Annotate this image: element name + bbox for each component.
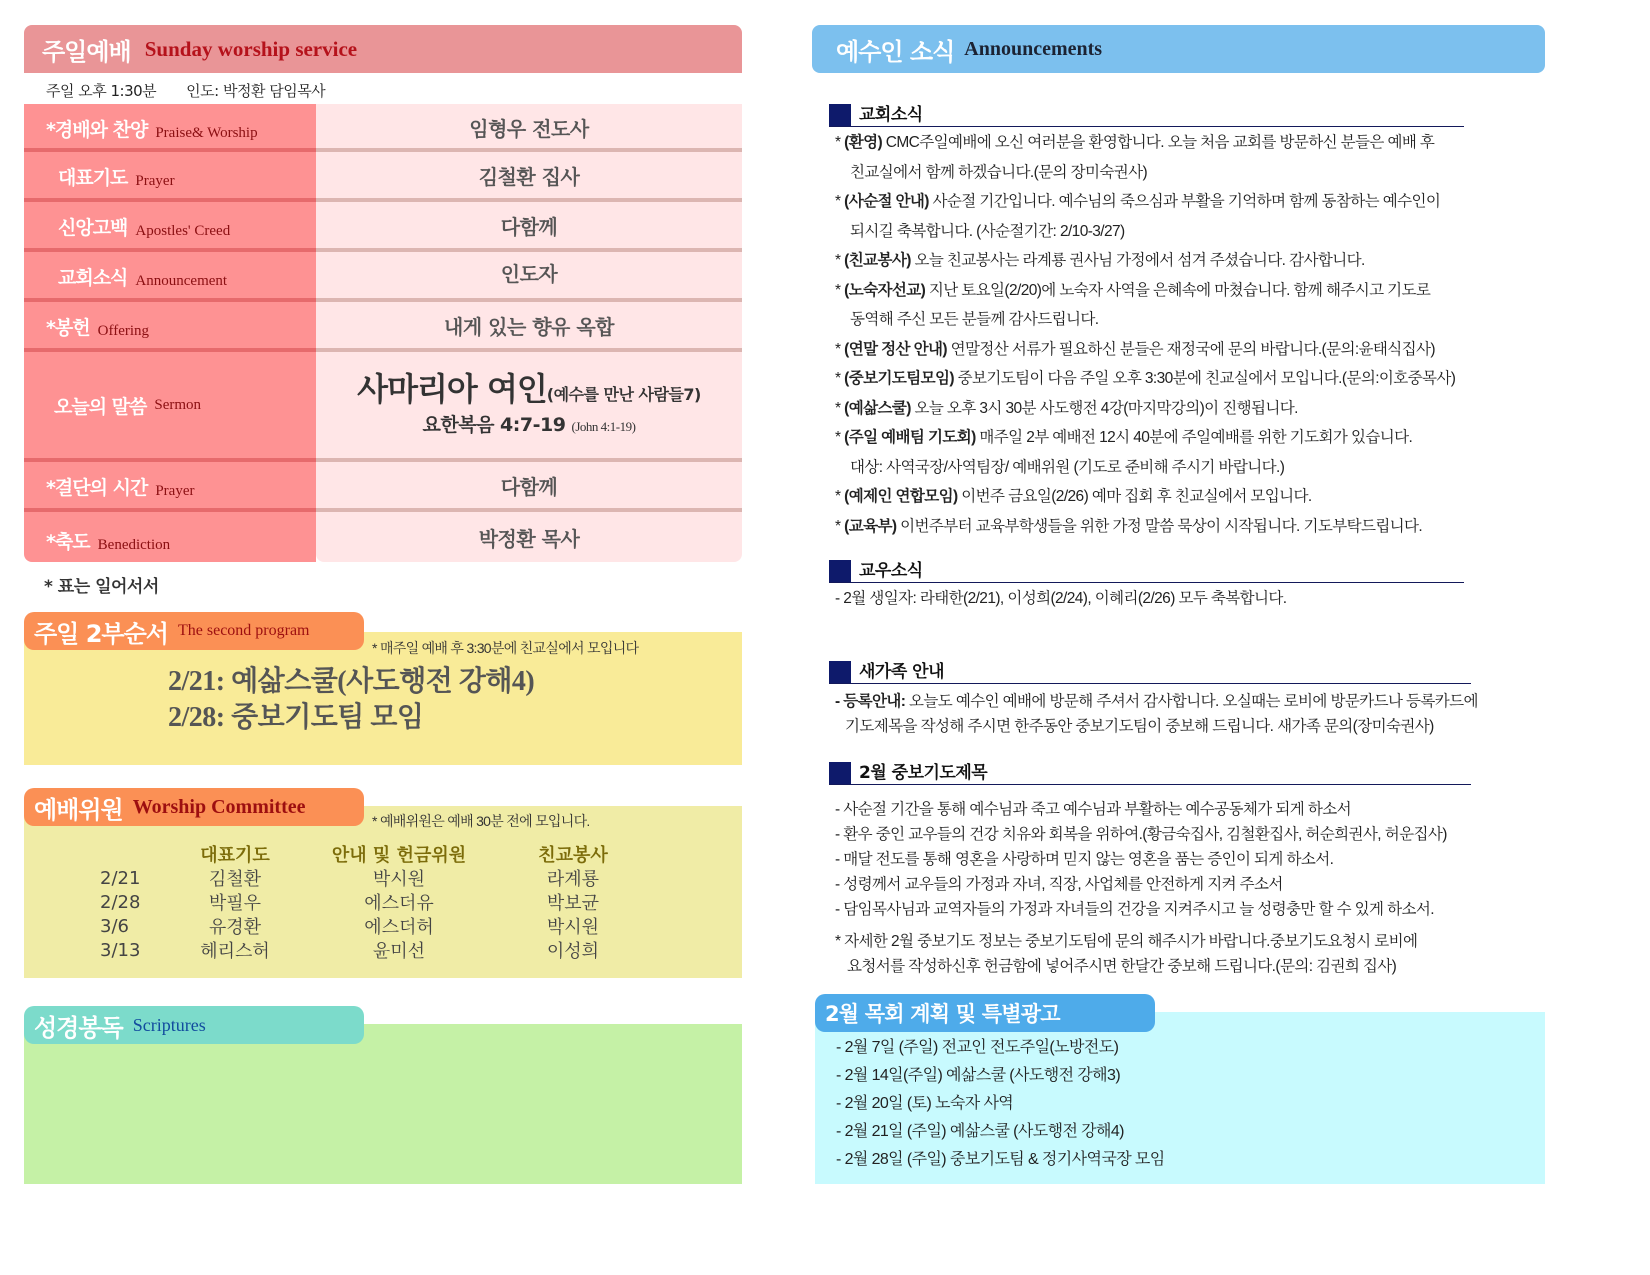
newcomer-heading: 새가족 안내 xyxy=(829,660,1471,684)
order-value: 김철환 집사 xyxy=(478,164,580,189)
order-row-decision xyxy=(24,462,742,508)
col-header-usher: 안내 및 헌금위원 xyxy=(331,845,467,866)
announcements-header xyxy=(812,25,1545,73)
section-marker-icon xyxy=(829,560,851,582)
plan-item: - 2월 7일 (주일) 전교인 전도주일(노방전도) xyxy=(836,1039,1119,1056)
scripture-box xyxy=(24,1024,742,1184)
scripture-title-en: Scriptures xyxy=(132,1014,206,1035)
order-row-prayer xyxy=(24,152,742,198)
order-row-offering xyxy=(24,302,742,348)
announcements-title-en: Announcements xyxy=(964,37,1103,60)
plan-header xyxy=(815,994,1155,1032)
prayer-note: * 자세한 2월 중보기도 정보는 중보기도팀에 문의 해주시가 바랍니다.중보기도요청시 로비에 xyxy=(835,933,1418,950)
news-item-prayer-meeting: * (주일 예배팀 기도회) 매주일 2부 예배전 12시 40분에 주일예배를 위한 기도회가 있습니다. 대상: 사역국장/사역팀장/ 예배위원 (기도로 준비해 주시기 바랍니다.) xyxy=(835,429,1413,476)
plan-title: 2월 목회 계획 및 특별광고 xyxy=(825,1002,1060,1026)
stand-note: * 표는 일어서서 xyxy=(44,577,159,597)
col-header-prayer: 대표기도 xyxy=(200,845,270,866)
prayer-topics-heading: 2월 중보기도제목 xyxy=(829,761,1471,785)
news-item-welcome: * (환영) CMC주일예배에 오신 여러분을 환영합니다. 오늘 처음 교회를 방문하신 분들은 예배 후 친교실에서 함께 하겠습니다.(문의 장미숙권사) xyxy=(835,134,1435,181)
news-item-school: * (예삶스쿨) 오늘 오후 3시 30분 사도행전 4강(마지막강의)이 진행됩니다. xyxy=(835,399,1298,417)
announcements-title-ko: 예수인 소식 xyxy=(836,37,955,66)
order-label: *경배와 찬양 xyxy=(46,119,148,141)
committee-row: 2/21 김철환 박시원 라계룡 xyxy=(100,867,600,890)
order-row-announcement xyxy=(24,252,742,298)
order-row-benediction xyxy=(24,512,742,562)
order-label: *축도 xyxy=(46,531,90,553)
worship-time: 주일 오후 1:30분 xyxy=(46,82,157,100)
sermon-passage-en: (John 4:1-19) xyxy=(571,419,636,434)
worship-header xyxy=(24,25,742,73)
order-label-en: Praise& Worship xyxy=(155,125,258,141)
committee-note: * 예배위원은 예배 30분 전에 모입니다. xyxy=(372,813,590,829)
prayer-item: - 성령께서 교우들의 가정과 자녀, 직장, 사업체를 안전하게 지켜 주소서 xyxy=(835,876,1283,893)
worship-leader: 인도: 박정환 담임목사 xyxy=(186,82,326,100)
plan-list xyxy=(836,1034,1165,1174)
second-program-item: 2/21: 예삶스쿨(사도행전 강해4) xyxy=(168,666,535,697)
committee-table xyxy=(100,842,638,962)
order-label-en: Sermon xyxy=(154,396,202,413)
birthday-item: - 2월 생일자: 라태한(2/21), 이성희(2/24), 이혜리(2/26) 모두 축복합니다. xyxy=(835,590,1287,607)
order-label: *봉헌 xyxy=(46,317,90,339)
prayer-topics-list xyxy=(835,797,1447,979)
order-row-creed xyxy=(24,202,742,248)
church-news-heading: 교회소식 xyxy=(829,103,1464,127)
order-label-en: Announcement xyxy=(135,273,228,289)
committee-header-row xyxy=(100,842,638,866)
order-value: 박정환 목사 xyxy=(478,526,580,551)
sermon-passage: 요한복음 4:7-19 (John 4:1-19) xyxy=(422,414,636,436)
committee-row: 3/6 유경환 에스더허 박시원 xyxy=(100,915,600,938)
order-row-sermon xyxy=(24,352,742,458)
second-program-note: * 매주일 예배 후 3:30분에 친교실에서 모입니다 xyxy=(372,640,639,656)
committee-row: 2/28 박필우 에스더유 박보균 xyxy=(100,891,600,914)
order-label-en: Benediction xyxy=(97,537,171,553)
sermon xyxy=(316,352,742,458)
second-program-list xyxy=(168,664,534,736)
second-program-title-ko: 주일 2부순서 xyxy=(34,619,168,648)
order-label: 오늘의 말씀 xyxy=(54,395,147,418)
second-program-header xyxy=(24,612,364,650)
worship-title-en: Sunday worship service xyxy=(144,36,358,61)
scripture-title-ko: 성경봉독 xyxy=(34,1013,123,1042)
prayer-item: - 매달 전도를 통해 영혼을 사랑하며 믿지 않는 영혼을 품는 증인이 되게 하소서. xyxy=(835,851,1334,868)
order-label: 교회소식 xyxy=(58,267,128,289)
order-label-en: Apostles' Creed xyxy=(135,223,231,239)
news-item-homeless: * (노숙자선교) 지난 토요일(2/20)에 노숙자 사역을 은혜속에 마쳤습니다. 함께 해주시고 기도로 동역해 주신 모든 분들께 감사드립니다. xyxy=(835,281,1431,328)
prayer-item: - 담임목사님과 교역자들의 가정과 자녀들의 건강을 지켜주시고 늘 성령충만 할 수 있게 하소서. xyxy=(835,901,1434,918)
news-item-education: * (교육부) 이번주부터 교육부학생들을 위한 가정 말씀 묵상이 시작됩니다. 기도부탁드립니다. xyxy=(835,517,1423,535)
order-value: 임형우 전도사 xyxy=(469,116,589,141)
order-label-en: Offering xyxy=(97,323,150,339)
order-row-praise xyxy=(24,104,742,150)
committee-title-ko: 예배위원 xyxy=(34,795,123,824)
news-item-intercession: * (중보기도팀모임) 중보기도팀이 다음 주일 오후 3:30분에 친교실에서 모입니다.(문의:이호중목사) xyxy=(835,370,1456,387)
order-value: 다함께 xyxy=(500,214,558,239)
news-item-lent: * (사순절 안내) 사순절 기간입니다. 예수님의 죽으심과 부활을 기억하며 함께 동참하는 예수인이 되시길 축복합니다. (사순절기간: 2/10-3/27) xyxy=(835,193,1441,240)
plan-item: - 2월 21일 (주일) 예삶스쿨 (사도행전 강해4) xyxy=(836,1123,1124,1140)
order-value: 다함께 xyxy=(500,474,558,499)
section-marker-icon xyxy=(829,104,851,126)
section-marker-icon xyxy=(829,762,851,784)
sermon-title: 사마리아 여인(예수를 만난 사람들7) xyxy=(357,370,701,408)
committee-title-en: Worship Committee xyxy=(132,795,306,818)
worship-meta xyxy=(46,80,325,101)
worship-title-ko: 주일예배 xyxy=(42,37,131,66)
second-program-item: 2/28: 중보기도팀 모임 xyxy=(168,702,424,733)
order-of-service xyxy=(24,104,742,562)
order-label: 신앙고백 xyxy=(58,217,128,239)
scripture-header xyxy=(24,1006,364,1044)
prayer-item: - 환우 중인 교우들의 건강 치유와 회복을 위하여.(황금숙집사, 김철환집사, 허순희권사, 허운집사) xyxy=(835,826,1447,843)
church-news-list xyxy=(835,128,1455,541)
committee-header xyxy=(24,788,364,826)
col-header-fellowship: 친교봉사 xyxy=(538,845,608,866)
order-label-en: Prayer xyxy=(135,173,175,189)
member-news-heading: 교우소식 xyxy=(829,559,1464,583)
order-label-en: Prayer xyxy=(155,483,195,499)
plan-item: - 2월 14일(주일) 예삶스쿨 (사도행전 강해3) xyxy=(836,1067,1121,1084)
order-label: *결단의 시간 xyxy=(46,477,148,499)
second-program-title-en: The second program xyxy=(177,622,310,639)
order-value: 내게 있는 향유 옥합 xyxy=(444,314,614,339)
sermon-series: (예수를 만난 사람들7) xyxy=(546,385,701,404)
section-marker-icon xyxy=(829,661,851,683)
plan-item: - 2월 20일 (토) 노숙자 사역 xyxy=(836,1095,1014,1112)
order-label: 대표기도 xyxy=(58,167,128,189)
order-value: 인도자 xyxy=(500,262,558,286)
news-item-fellowship: * (친교봉사) 오늘 친교봉사는 라계룡 권사님 가정에서 섬겨 주셨습니다. 감사합니다. xyxy=(835,252,1365,269)
newcomer-text: - 등록안내: 오늘도 예수인 예배에 방문해 주셔서 감사합니다. 오실때는 로비에 방문카드나 등록카드에 기도제목을 작성해 주시면 한주동안 중보기도팀이 중보해 드립니다. 새가족 문의(장미숙권사) xyxy=(835,693,1478,735)
prayer-item: - 사순절 기간을 통해 예수님과 죽고 예수님과 부활하는 예수공동체가 되게 하소서 xyxy=(835,801,1351,818)
member-news-list xyxy=(835,586,1287,611)
news-item-tax: * (연말 정산 안내) 연말정산 서류가 필요하신 분들은 재정국에 문의 바랍니다.(문의:윤태식집사) xyxy=(835,340,1435,358)
plan-item: - 2월 28일 (주일) 중보기도팀 & 정기사역국장 모임 xyxy=(836,1151,1165,1168)
news-item-joint-meeting: * (예제인 연합모임) 이번주 금요일(2/26) 예마 집회 후 친교실에서 모입니다. xyxy=(835,488,1312,505)
prayer-note-cont: 요청서를 작성하신후 헌금함에 넣어주시면 한달간 중보해 드립니다.(문의: 김권희 집사) xyxy=(847,958,1397,975)
committee-row: 3/13 헤리스허 윤미선 이성희 xyxy=(100,939,600,962)
